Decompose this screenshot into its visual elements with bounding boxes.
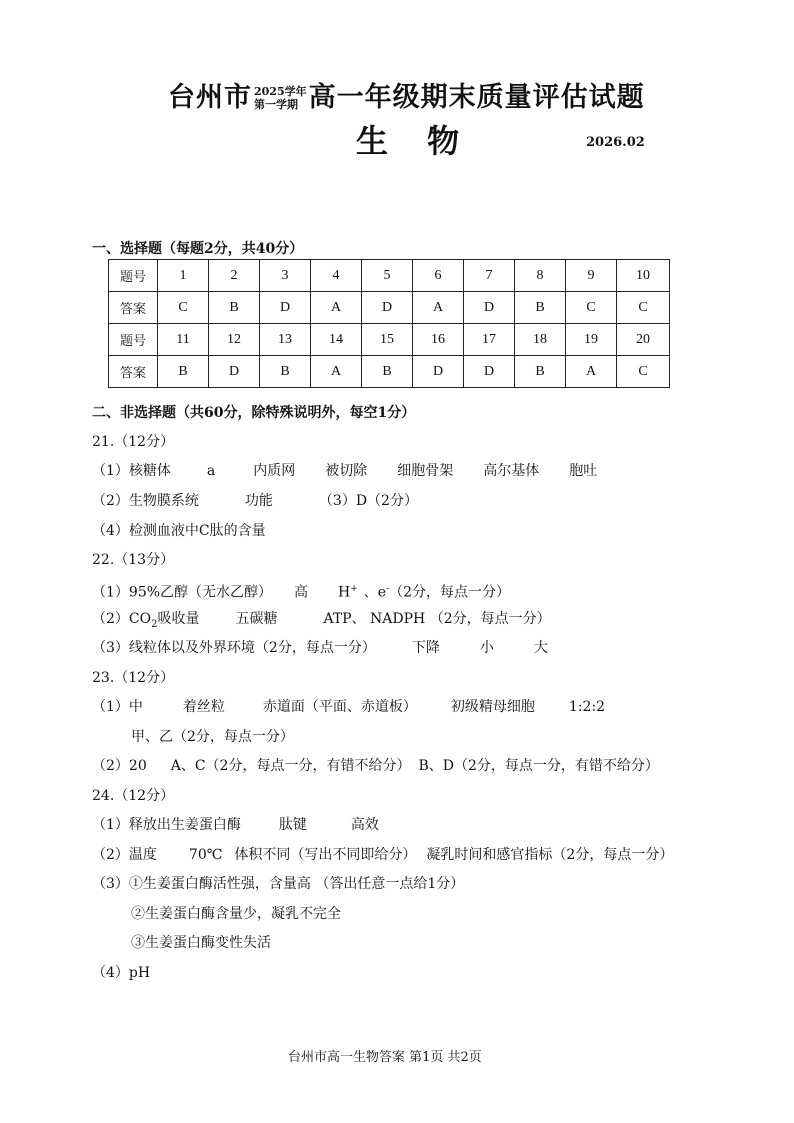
table-row — [109, 260, 670, 292]
q21-line3: （4）检测血液中C肽的含量 — [92, 523, 266, 539]
answer-text: 初级精母细胞 — [450, 699, 535, 715]
answer-table — [108, 259, 670, 388]
answer-text: B、D（2分，每点一分，有错不给分） — [418, 758, 659, 774]
title-city: 台州市 — [168, 82, 252, 113]
q24-heading: 24.（12分） — [92, 788, 175, 804]
q23-line3 — [92, 756, 659, 776]
answer-text: （3）线粒体以及外界环境（2分，每点一分） — [92, 640, 376, 656]
answer-cell: D — [209, 356, 260, 388]
q23-heading: 23.（12分） — [92, 670, 175, 686]
answer-cell: D — [464, 356, 515, 388]
question-number: 17 — [464, 324, 515, 356]
subscript: 2 — [151, 618, 158, 630]
answer-text: 凝乳时间和感官指标（2分，每点一分） — [426, 847, 674, 863]
q21-line2 — [92, 491, 418, 511]
answer-text: （2）生物膜系统 — [92, 493, 199, 509]
superscript: - — [386, 584, 390, 594]
question-number: 20 — [617, 324, 670, 356]
answer-text: 高效 — [350, 817, 379, 833]
q22-line2 — [92, 609, 551, 635]
answer-cell: D — [413, 356, 464, 388]
answer-text: 下降 — [411, 640, 440, 656]
answer-text: 70℃ — [188, 847, 223, 863]
question-number: 19 — [566, 324, 617, 356]
q21-line1 — [92, 461, 597, 481]
answer-text: 小 — [479, 640, 494, 656]
answer-cell: D — [260, 292, 311, 324]
answer-cell: D — [464, 292, 515, 324]
q22-heading: 22.（13分） — [92, 552, 175, 568]
row-label: 题号 — [109, 260, 158, 292]
question-number: 16 — [413, 324, 464, 356]
answer-text: 体积不同（写出不同即给分） — [234, 847, 417, 863]
answer-text: （1）核糖体 — [92, 463, 171, 479]
answer-text: 、e — [363, 584, 387, 601]
question-number: 2 — [209, 260, 260, 292]
question-number: 5 — [362, 260, 413, 292]
answer-text: 五碳糖 — [235, 611, 278, 627]
question-number: 1 — [158, 260, 209, 292]
question-number: 12 — [209, 324, 260, 356]
answer-text: （1）中 — [92, 699, 143, 715]
q24-line2 — [92, 845, 673, 865]
answer-text: 被切除 — [325, 463, 368, 479]
answer-text: 着丝粒 — [182, 699, 225, 715]
title-term-stack — [254, 85, 307, 111]
table-row — [109, 356, 670, 388]
title-year: 2025学年 — [254, 84, 307, 98]
answer-text: A、C（2分，每点一分，有错不给分） — [170, 758, 411, 774]
q23-line2: 甲、乙（2分，每点一分） — [131, 729, 294, 745]
answer-cell: B — [515, 356, 566, 388]
answer-text: （2）温度 — [92, 847, 157, 863]
answer-text: （2）20 — [92, 758, 147, 774]
question-number: 15 — [362, 324, 413, 356]
answer-text: a — [206, 463, 216, 479]
row-label: 答案 — [109, 356, 158, 388]
question-number: 7 — [464, 260, 515, 292]
answer-cell: B — [362, 356, 413, 388]
q24-line3: （3）①生姜蛋白酶活性强，含量高 （答出任意一点给1分） — [92, 876, 465, 892]
answer-text: 肽键 — [278, 817, 307, 833]
answer-text: 高尔基体 — [483, 463, 540, 479]
answer-text: 赤道面（平面、赤道板） — [262, 699, 417, 715]
answer-text: 高 — [294, 584, 309, 601]
row-label: 答案 — [109, 292, 158, 324]
section2-title: 二、非选择题（共60分，除特殊说明外，每空1分） — [92, 405, 416, 421]
answer-cell: A — [413, 292, 464, 324]
answer-text: 1:2:2 — [568, 699, 606, 715]
question-number: 3 — [260, 260, 311, 292]
question-number: 4 — [311, 260, 362, 292]
answer-text: ATP、 NADPH （2分，每点一分） — [323, 611, 551, 627]
answer-cell: C — [617, 356, 670, 388]
answer-cell: C — [617, 292, 670, 324]
question-number: 9 — [566, 260, 617, 292]
answer-cell: C — [158, 292, 209, 324]
question-number: 13 — [260, 324, 311, 356]
answer-cell: B — [209, 292, 260, 324]
answer-text: 功能 — [244, 493, 273, 509]
question-number: 6 — [413, 260, 464, 292]
answer-text: H — [338, 584, 351, 601]
answer-text: 吸收量 — [157, 611, 200, 627]
q23-line1 — [92, 697, 605, 717]
answer-cell: C — [566, 292, 617, 324]
q21-heading: 21.（12分） — [92, 434, 175, 450]
exam-date: 2026.02 — [586, 135, 645, 150]
q24-line6: （4）pH — [92, 965, 151, 981]
q22-line3 — [92, 638, 548, 658]
q22-line1 — [92, 579, 510, 603]
answer-cell: B — [515, 292, 566, 324]
question-number: 8 — [515, 260, 566, 292]
table-row — [109, 292, 670, 324]
section1-title: 一、选择题（每题2分，共40分） — [92, 241, 304, 257]
answer-cell: B — [260, 356, 311, 388]
question-number: 10 — [617, 260, 670, 292]
q24-line4: ②生姜蛋白酶含量少，凝乳不完全 — [131, 906, 341, 922]
page-footer: 台州市高一生物答案 第1页 共2页 — [288, 1050, 482, 1065]
question-number: 18 — [515, 324, 566, 356]
answer-text: （1）95%乙醇（无水乙醇） — [92, 584, 273, 601]
answer-text: 内质网 — [253, 463, 296, 479]
answer-text: （1）释放出生姜蛋白酶 — [92, 817, 241, 833]
answer-text: （3）D（2分） — [318, 493, 418, 509]
answer-cell: A — [311, 356, 362, 388]
answer-text: 胞吐 — [569, 463, 598, 479]
q24-line5: ③生姜蛋白酶变性失活 — [131, 935, 271, 951]
subject-title: 生 物 — [356, 122, 474, 160]
answer-text: （2分，每点一分） — [389, 584, 511, 601]
title-text: 高一年级期末质量评估试题 — [308, 82, 645, 113]
table-row — [109, 324, 670, 356]
answer-text: （2）CO — [92, 611, 152, 627]
row-label: 题号 — [109, 324, 158, 356]
question-number: 11 — [158, 324, 209, 356]
answer-cell: B — [158, 356, 209, 388]
answer-text: 大 — [533, 640, 548, 656]
answer-cell: A — [311, 292, 362, 324]
answer-cell: A — [566, 356, 617, 388]
q24-line1 — [92, 815, 379, 835]
superscript: + — [350, 584, 358, 594]
question-number: 14 — [311, 324, 362, 356]
title-semester: 第一学期 — [254, 97, 298, 111]
answer-cell: D — [362, 292, 413, 324]
answer-text: 细胞骨架 — [397, 463, 454, 479]
